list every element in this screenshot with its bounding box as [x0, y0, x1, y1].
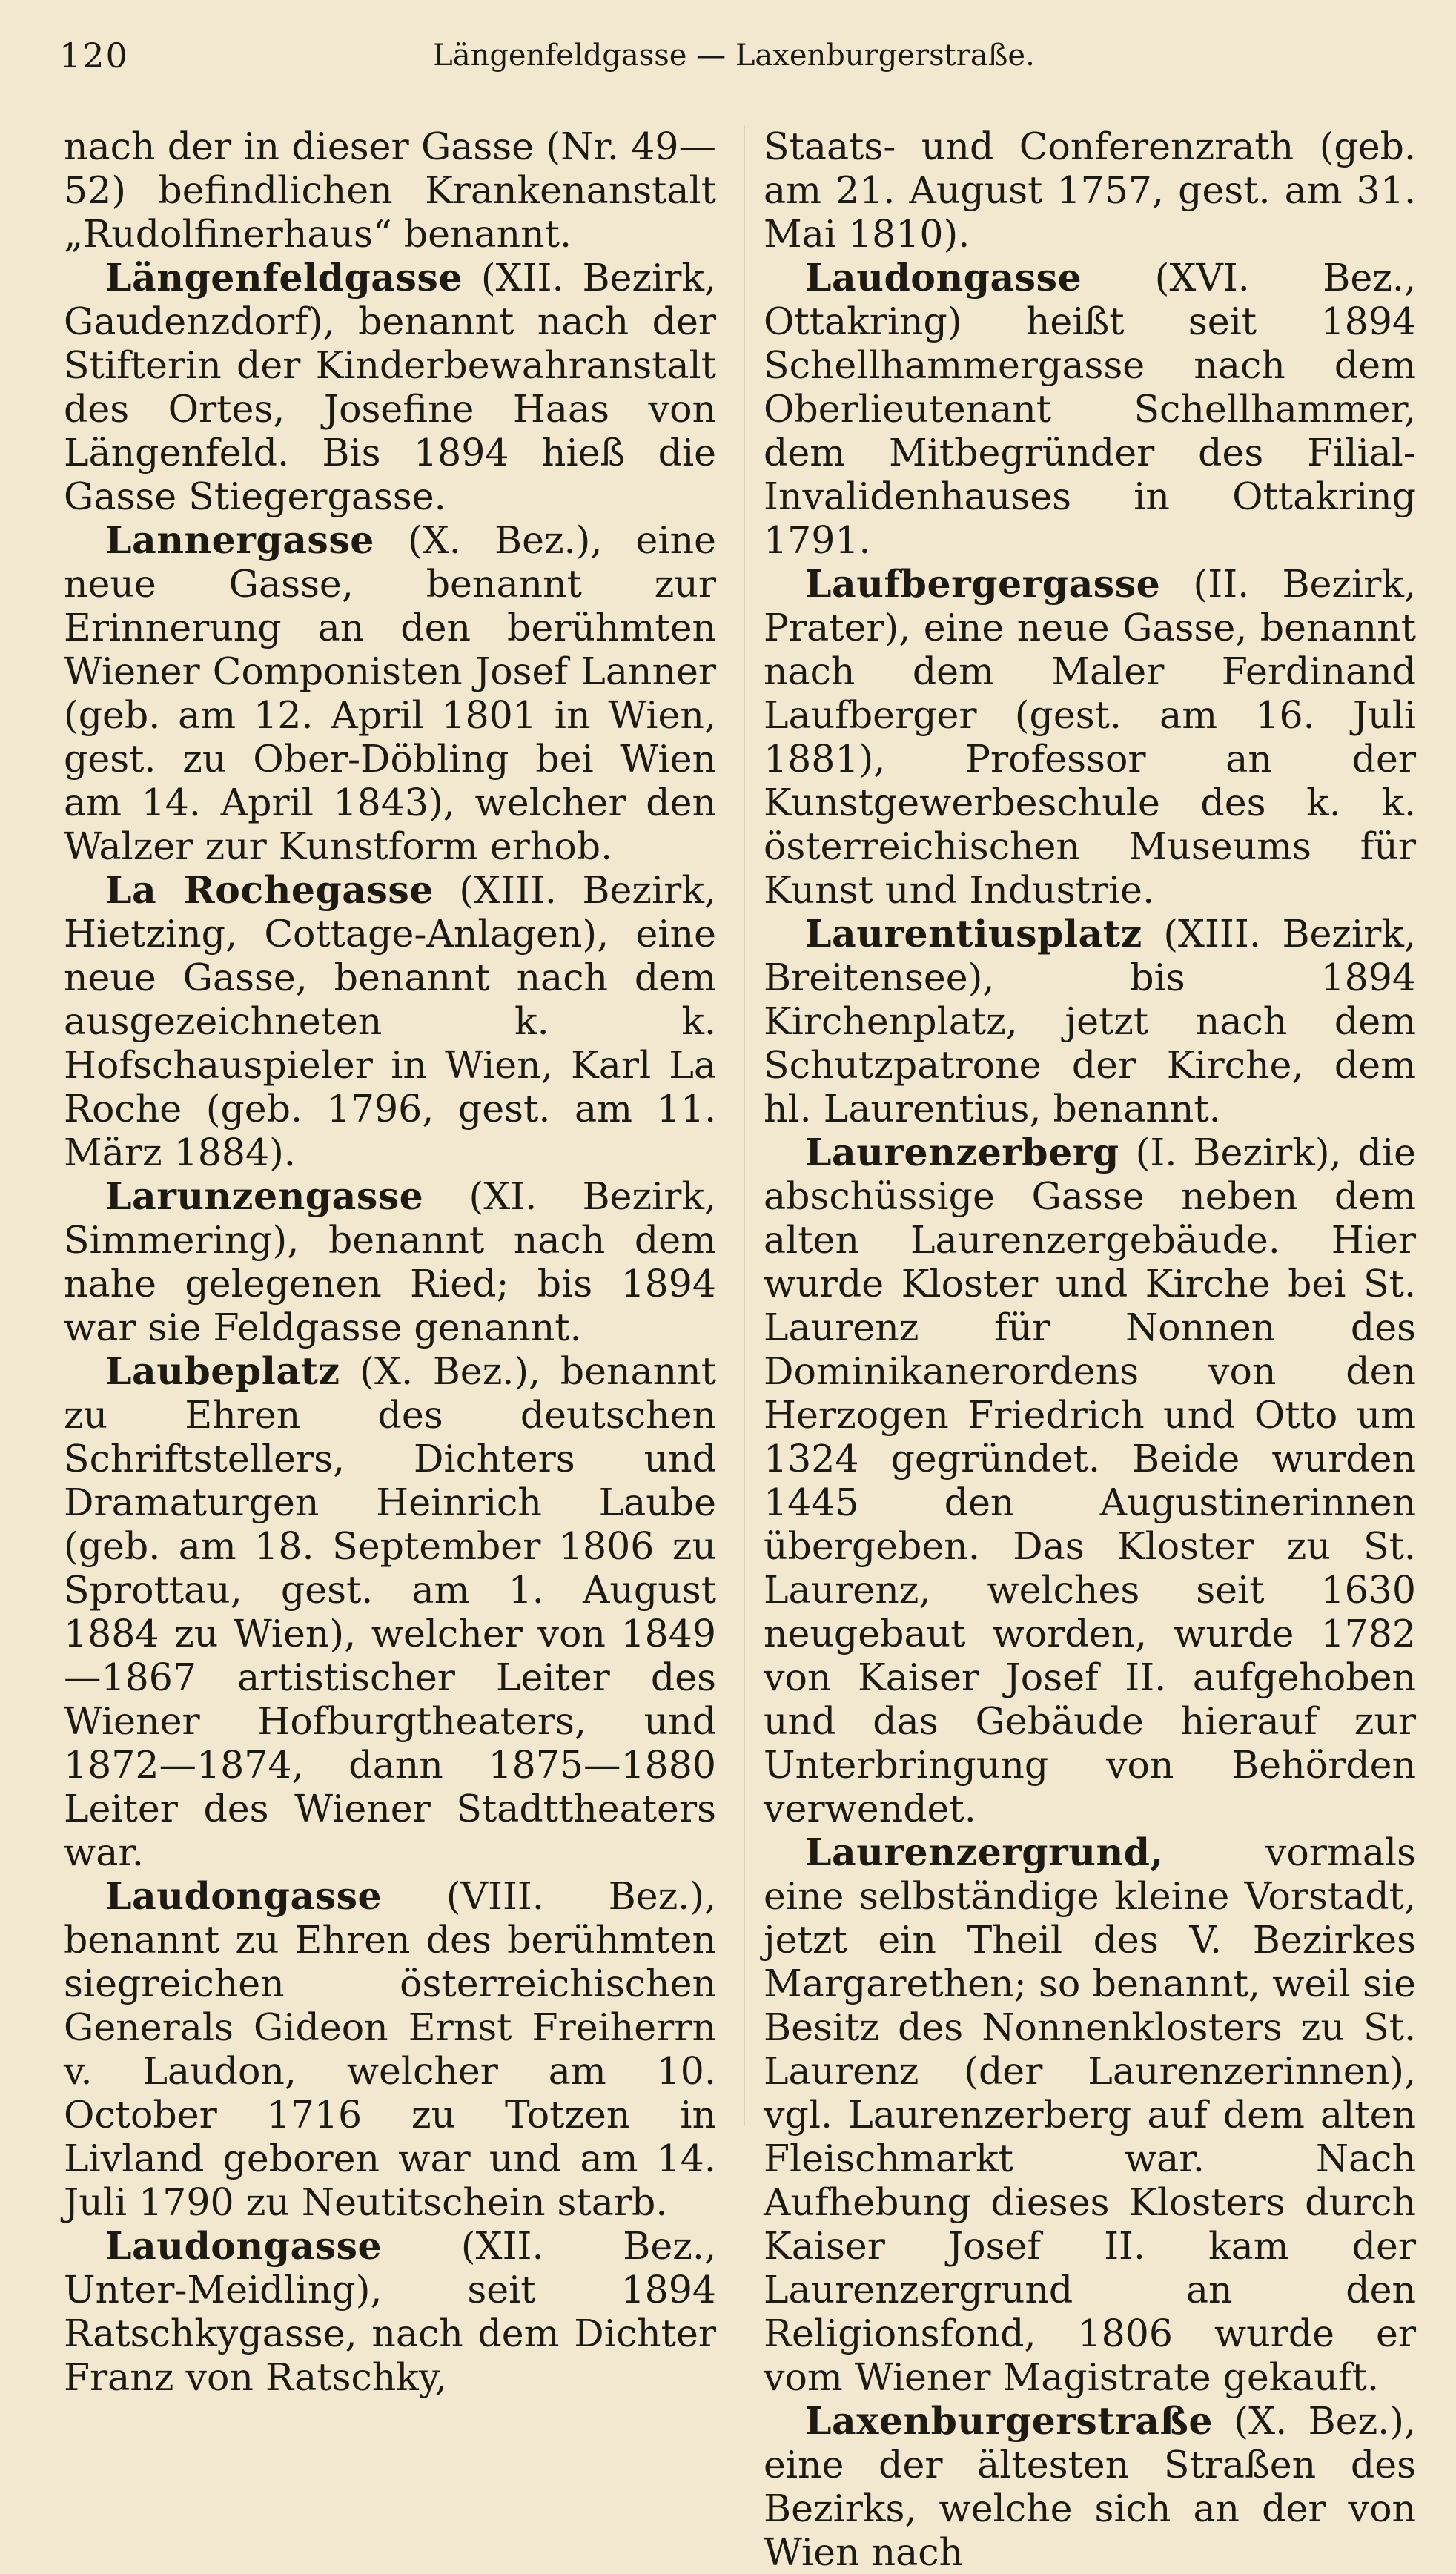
headword: Laurentiusplatz [805, 912, 1142, 956]
entry [764, 2399, 1416, 2574]
headword: Laudongasse [105, 2224, 383, 2268]
headword: Laxenburgerstraße [805, 2399, 1213, 2443]
headword: Lannergasse [105, 518, 374, 562]
entry-text: (XII. Bez., Unter-Meidling), seit 1894 Ratschkygasse, nach dem Dichter Franz von Ratschky, [64, 2224, 716, 2399]
entry-text: (X. Bez.), eine neue Gasse, benannt zur Erinnerung an den berühmten Wiener Componisten Josef Lanner (geb. am 12. April 1801 in Wien, gest. zu Ober-Döbling bei Wien am 14. April 1843), welcher den Walzer zur Kunstform erhob. [64, 518, 716, 868]
column-gutter [744, 125, 745, 2126]
entry [764, 1830, 1416, 2399]
entry-text: (X. Bez.), benannt zu Ehren des deutschen Schriftstellers, Dichters und Dramaturgen Heinrich Laube (geb. am 18. September 1806 zu Sprottau, gest. am 1. August 1884 zu Wien), welcher von 1849—1867 artistischer Leiter des Wiener Hofburgtheaters, und 1872—1874, dann 1875—1880 Leiter des Wiener Stadttheaters war. [64, 1349, 716, 1874]
headword: Laurenzergrund, [805, 1830, 1164, 1874]
entry-text: (XIII. Bezirk, Hietzing, Cottage-Anlagen), eine neue Gasse, benannt nach dem ausgezeichneten k. k. Hofschauspieler in Wien, Karl La Roche (geb. 1796, gest. am 11. März 1884). [64, 868, 716, 1174]
headword: Larunzengasse [105, 1174, 424, 1218]
entry [64, 2224, 716, 2399]
entry [64, 1874, 716, 2224]
headword: Laudongasse [105, 1874, 383, 1918]
entry [64, 1174, 716, 1349]
page-header [59, 30, 1409, 82]
entry-text: (XVI. Bez., Ottakring) heißt seit 1894 Schellhammergasse nach dem Oberlieutenant Schellhammer, dem Mitbegründer des Filial-Invalidenhauses in Ottakring 1791. [764, 256, 1416, 562]
headword: Laurenzerberg [805, 1131, 1119, 1174]
entry-text: (X. Bez.), eine der ältesten Straßen des Bezirks, welche sich an der von Wien nach [764, 2399, 1416, 2574]
entry-text: (XII. Bezirk, Gaudenzdorf), benannt nach der Stifterin der Kinderbewahranstalt des Ortes, Josefine Haas von Längenfeld. Bis 1894 hieß die Gasse Stiegergasse. [64, 256, 716, 518]
entry-text: vormals eine selbständige kleine Vorstadt, jetzt ein Theil des V. Bezirkes Margarethen; so benannt, weil sie Besitz des Nonnenklosters zu St. Laurenz (der Laurenzerinnen), vgl. Laurenzerberg auf dem alten Fleischmarkt war. Nach Aufhebung dieses Klosters durch Kaiser Josef II. kam der Laurenzergrund an den Religionsfond, 1806 wurde er vom Wiener Magistrate gekauft. [764, 1830, 1416, 2399]
entry [64, 518, 716, 868]
headword: Laufbergergasse [805, 562, 1161, 606]
page-number: 120 [59, 36, 129, 76]
entry-text: (XIII. Bezirk, Breitensee), bis 1894 Kirchenplatz, jetzt nach dem Schutzpatrone der Kirche, dem hl. Laurentius, benannt. [764, 912, 1416, 1131]
entry [764, 912, 1416, 1131]
entry-text: (VIII. Bez.), benannt zu Ehren des berühmten siegreichen österreichischen Generals Gideon Ernst Freiherrn v. Laudon, welcher am 10. October 1716 zu Totzen in Livland geboren war und am 14. Juli 1790 zu Neutitschein starb. [64, 1874, 716, 2224]
entry [64, 256, 716, 518]
left-column [64, 125, 716, 2399]
entry [764, 562, 1416, 912]
entry-continuation: nach der in dieser Gasse (Nr. 49—52) befindlichen Krankenanstalt „Rudolfinerhaus“ benannt. [64, 125, 716, 256]
right-column [764, 125, 1416, 2574]
entry-text: (I. Bezirk), die abschüssige Gasse neben dem alten Laurenzergebäude. Hier wurde Kloster und Kirche bei St. Laurenz für Nonnen des Dominikanerordens von den Herzogen Friedrich und Otto um 1324 gegründet. Beide wurden 1445 den Augustinerinnen übergeben. Das Kloster zu St. Laurenz, welches seit 1630 neugebaut worden, wurde 1782 von Kaiser Josef II. aufgehoben und das Gebäude hierauf zur Unterbringung von Behörden verwendet. [764, 1131, 1416, 1830]
entry [764, 1131, 1416, 1830]
entry-text: (XI. Bezirk, Simmering), benannt nach dem nahe gelegenen Ried; bis 1894 war sie Feldgasse genannt. [64, 1174, 716, 1349]
headword: Laubeplatz [105, 1349, 340, 1393]
headword: Längenfeldgasse [105, 256, 463, 300]
entry-continuation: Staats- und Conferenzrath (geb. am 21. August 1757, gest. am 31. Mai 1810). [764, 125, 1416, 256]
headword: La Rochegasse [105, 868, 434, 912]
entry [64, 1349, 716, 1874]
entry-text: (II. Bezirk, Prater), eine neue Gasse, benannt nach dem Maler Ferdinand Laufberger (gest. am 16. Juli 1881), Professor an der Kunstgewerbeschule des k. k. österreichischen Museums für Kunst und Industrie. [764, 562, 1416, 912]
headword: Laudongasse [805, 256, 1082, 300]
entry [64, 868, 716, 1174]
entry [764, 256, 1416, 562]
running-title: Längenfeldgasse — Laxenburgerstraße. [433, 39, 1035, 73]
